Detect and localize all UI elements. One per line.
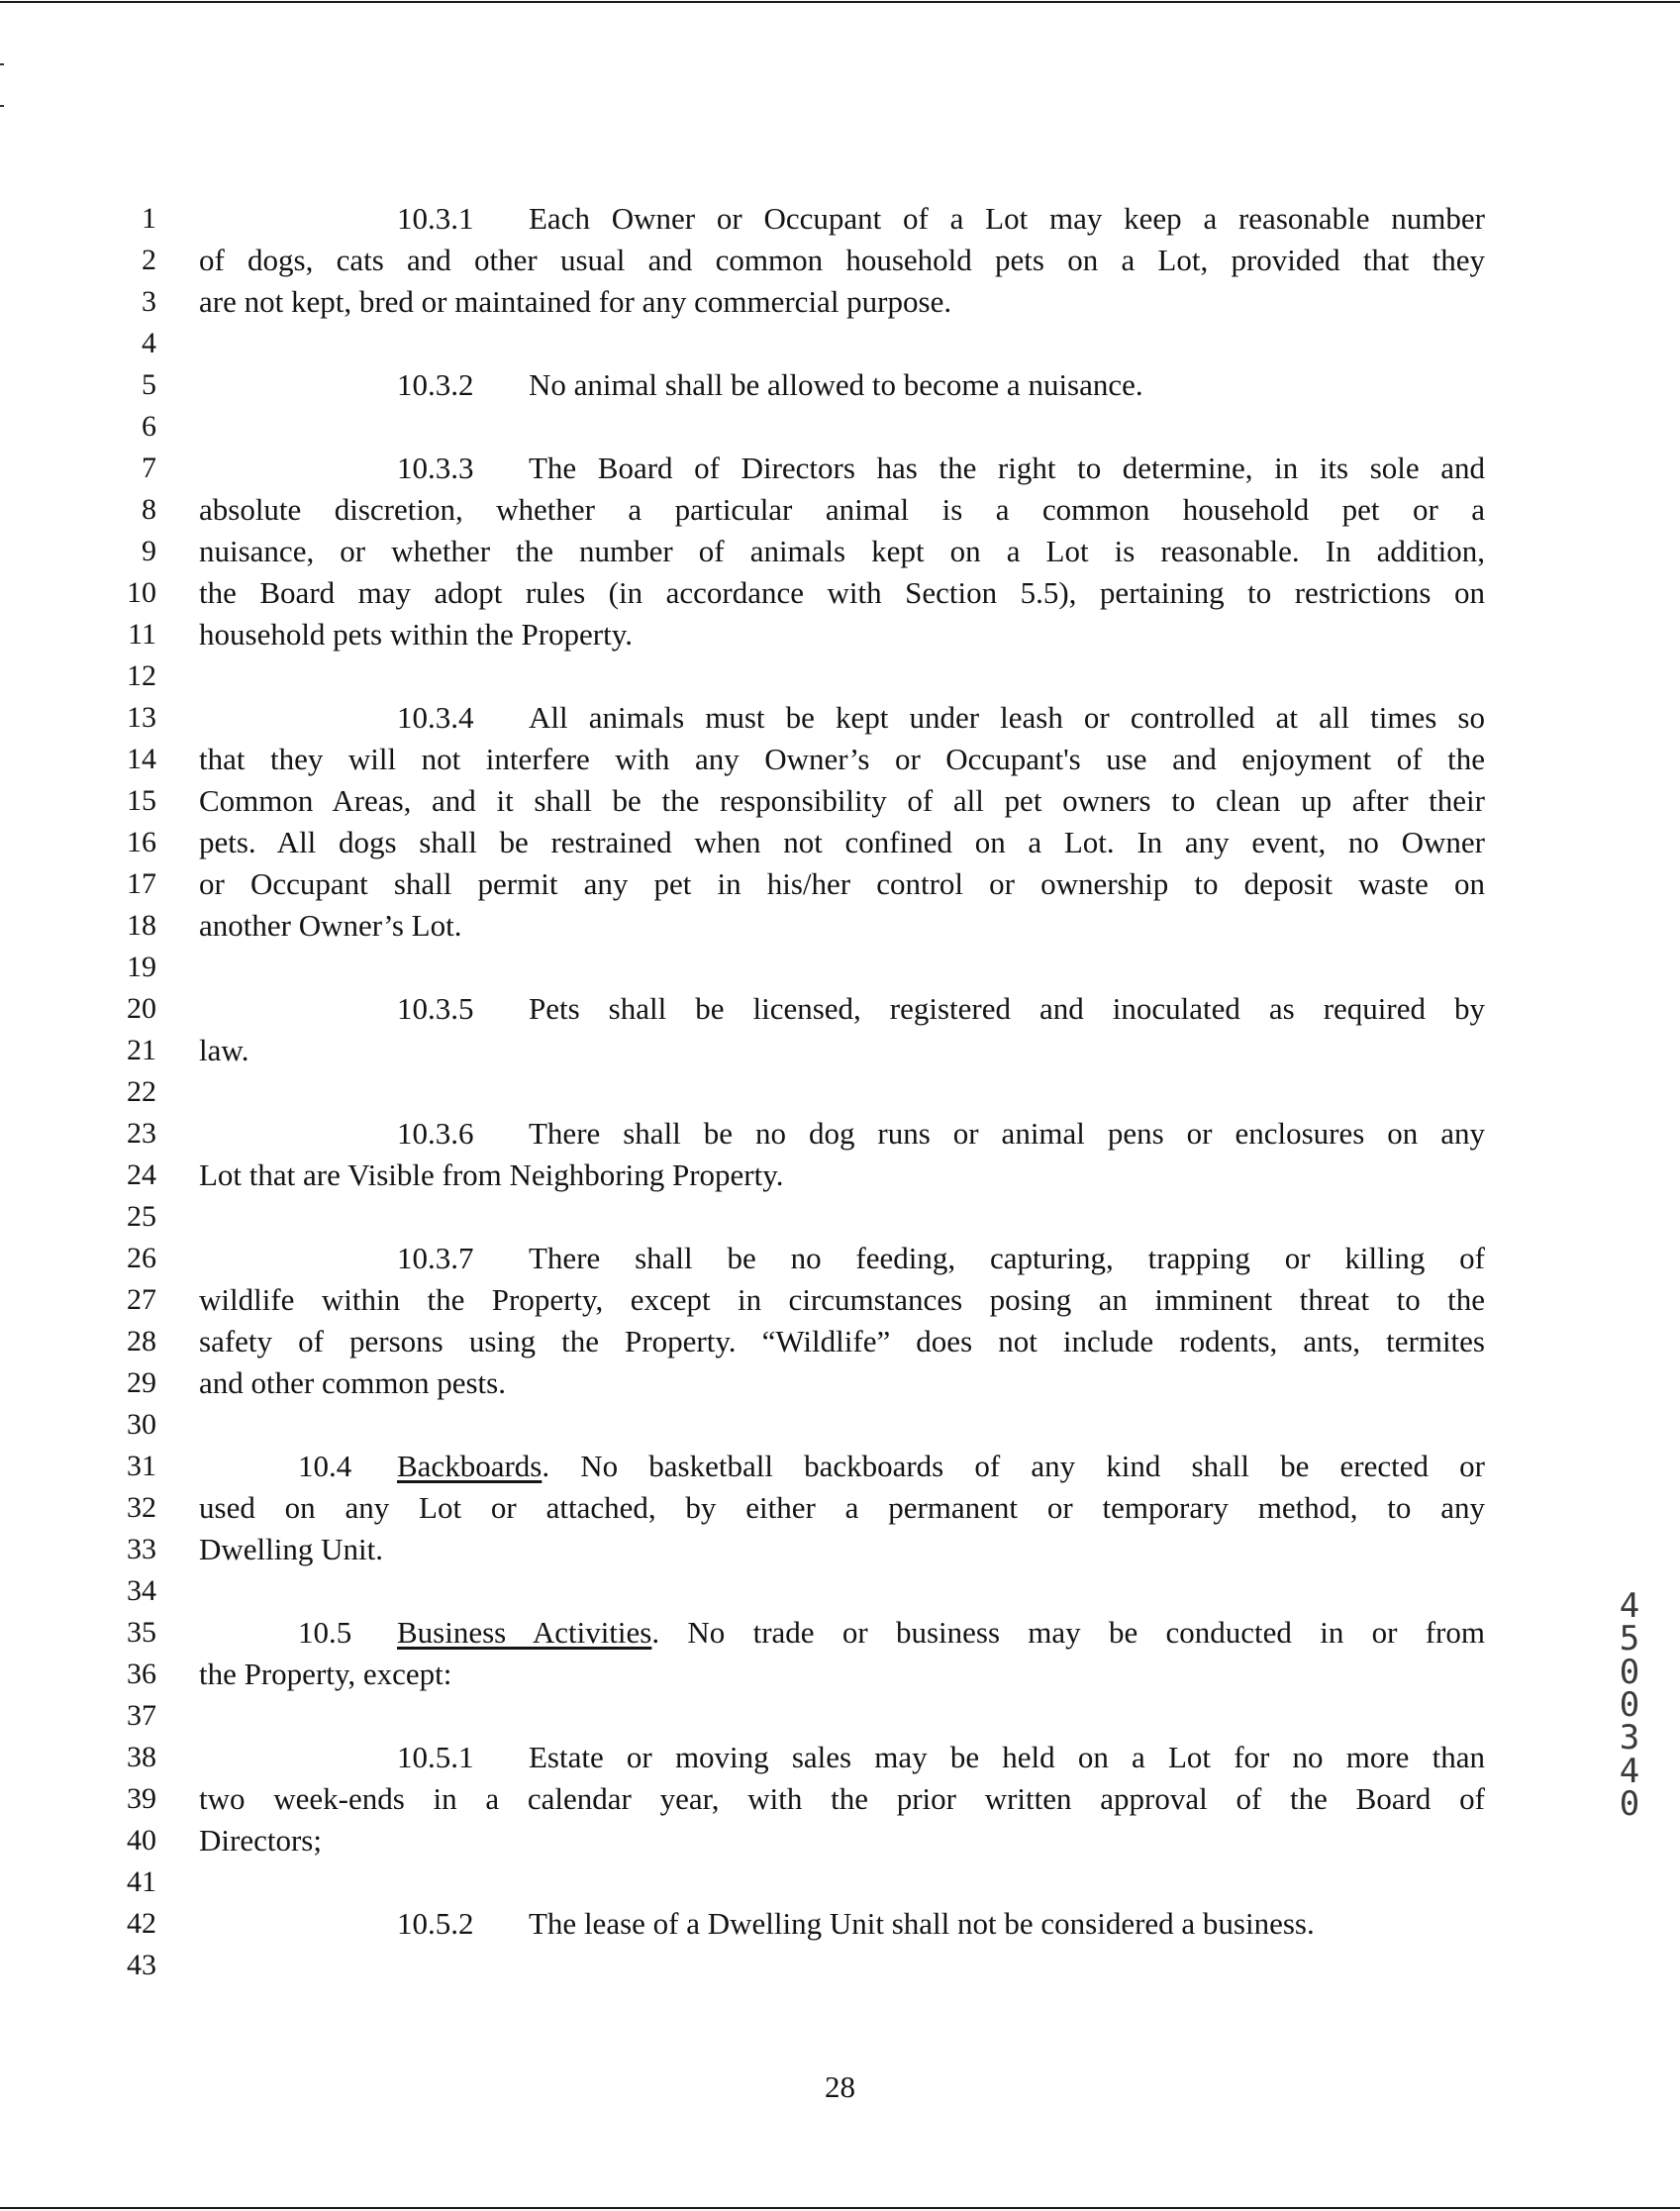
paragraph-10-5-1-line: Directors; — [199, 1823, 322, 1858]
blank-line — [199, 406, 1485, 448]
line-number: 31 — [127, 1450, 156, 1482]
section-number: 10.3.2 — [397, 367, 474, 402]
paragraph-10-4-line: Dwelling Unit. — [199, 1532, 383, 1566]
line-number: 13 — [127, 701, 156, 734]
paragraph-10-3-3-line: absolute discretion, whether a particular animal is a common household pet or a — [199, 492, 1485, 527]
paragraph-10-5-line: 10.5 Business Activities. No trade or business may be conducted in or from — [199, 1612, 1485, 1654]
line-number: 10 — [127, 576, 156, 609]
line-number: 22 — [127, 1075, 156, 1108]
paragraph-10-3-3-line: household pets within the Property. — [199, 617, 633, 652]
line-number: 8 — [142, 493, 156, 526]
paragraph-10-3-7-line: and other common pests. — [199, 1365, 506, 1400]
line-number: 16 — [127, 826, 156, 858]
line-number: 43 — [127, 1949, 156, 1981]
section-number: 10.5.1 — [397, 1740, 474, 1774]
line-number: 14 — [127, 743, 156, 775]
blank-line — [199, 1196, 1485, 1238]
line-number: 41 — [127, 1865, 156, 1898]
paragraph-10-3-6-line: 10.3.6 There shall be no dog runs or animal pens or enclosures on any — [199, 1113, 1485, 1155]
section-number: 10.5 — [298, 1615, 352, 1650]
line-number: 32 — [127, 1491, 156, 1524]
line-number: 3 — [142, 285, 156, 318]
left-edge-mark — [0, 105, 4, 107]
paragraph-10-3-1-line: 10.3.1 Each Owner or Occupant of a Lot may keep a reasonable number — [199, 198, 1485, 240]
blank-line — [199, 947, 1485, 988]
top-border-line — [0, 1, 1680, 3]
line-number: 1 — [142, 202, 156, 235]
paragraph-10-3-4-line: or Occupant shall permit any pet in his/her control or ownership to deposit waste on — [199, 866, 1485, 901]
paragraph-10-5-line: the Property, except: — [199, 1657, 452, 1691]
paragraph-10-3-3-line: nuisance, or whether the number of animals kept on a Lot is reasonable. In addition, — [199, 534, 1485, 568]
line-number: 25 — [127, 1200, 156, 1233]
line-number: 42 — [127, 1907, 156, 1940]
line-number: 26 — [127, 1242, 156, 1274]
line-number: 6 — [142, 410, 156, 443]
paragraph-10-3-4-line: another Owner’s Lot. — [199, 908, 462, 943]
line-number: 24 — [127, 1158, 156, 1191]
paragraph-10-3-7-line: 10.3.7 There shall be no feeding, capturing, trapping or killing of — [199, 1238, 1485, 1279]
paragraph-10-3-4-line: Common Areas, and it shall be the responsibility of all pet owners to clean up after their — [199, 783, 1485, 818]
section-number: 10.4 — [298, 1449, 352, 1483]
line-number: 5 — [142, 368, 156, 401]
line-number: 27 — [127, 1283, 156, 1316]
section-number: 10.5.2 — [397, 1906, 474, 1941]
paragraph-10-3-2-line: 10.3.2 No animal shall be allowed to become a nuisance. — [199, 364, 1485, 406]
line-number: 37 — [127, 1699, 156, 1732]
section-number: 10.3.6 — [397, 1116, 474, 1151]
paragraph-10-5-1-line: 10.5.1 Estate or moving sales may be held on a Lot for no more than — [199, 1737, 1485, 1778]
paragraph-10-3-5-line: 10.3.5 Pets shall be licensed, registered and inoculated as required by — [199, 988, 1485, 1030]
line-number: 39 — [127, 1782, 156, 1815]
line-number: 17 — [127, 867, 156, 900]
paragraph-10-5-2-line: 10.5.2 The lease of a Dwelling Unit shall not be considered a business. — [199, 1903, 1485, 1945]
line-number: 21 — [127, 1034, 156, 1066]
line-number: 33 — [127, 1533, 156, 1565]
document-body — [199, 198, 1485, 1945]
blank-line — [199, 1695, 1485, 1737]
section-number: 10.3.4 — [397, 700, 474, 735]
section-number: 10.3.3 — [397, 451, 474, 485]
line-number: 7 — [142, 452, 156, 484]
paragraph-10-4-line: used on any Lot or attached, by either a permanent or temporary method, to any — [199, 1490, 1485, 1525]
paragraph-10-3-7-line: wildlife within the Property, except in circumstances posing an imminent threat to the — [199, 1282, 1485, 1317]
line-number: 11 — [128, 618, 156, 651]
line-number: 15 — [127, 784, 156, 817]
blank-line — [199, 323, 1485, 364]
line-number: 12 — [127, 659, 156, 692]
line-number: 28 — [127, 1325, 156, 1357]
line-number: 18 — [127, 909, 156, 942]
line-number: 40 — [127, 1824, 156, 1857]
line-number: 35 — [127, 1616, 156, 1649]
bottom-border-line — [0, 2207, 1680, 2209]
paragraph-10-3-4-line: that they will not interfere with any Owner’s or Occupant's use and enjoyment of the — [199, 742, 1485, 776]
section-heading: Business Activities — [397, 1615, 652, 1650]
paragraph-10-3-3-line: the Board may adopt rules (in accordance with Section 5.5), pertaining to restrictions on — [199, 575, 1485, 610]
paragraph-10-5-1-line: two week-ends in a calendar year, with the prior written approval of the Board of — [199, 1781, 1485, 1816]
paragraph-10-3-5-line: law. — [199, 1033, 249, 1067]
section-heading: Backboards — [397, 1449, 543, 1483]
line-number: 4 — [142, 327, 156, 359]
paragraph-10-4-line: 10.4 Backboards. No basketball backboards of any kind shall be erected or — [199, 1446, 1485, 1487]
line-number: 23 — [127, 1117, 156, 1150]
paragraph-10-3-7-line: safety of persons using the Property. “Wildlife” does not include rodents, ants, termites — [199, 1324, 1485, 1358]
line-number: 36 — [127, 1658, 156, 1690]
paragraph-10-3-4-line: pets. All dogs shall be restrained when not confined on a Lot. In any event, no Owner — [199, 825, 1485, 859]
blank-line — [199, 1071, 1485, 1113]
paragraph-10-3-1-line: of dogs, cats and other usual and common household pets on a Lot, provided that they — [199, 243, 1485, 277]
blank-line — [199, 1861, 1485, 1903]
line-number: 34 — [127, 1574, 156, 1607]
section-number: 10.3.7 — [397, 1241, 474, 1275]
line-number: 30 — [127, 1408, 156, 1441]
line-number: 9 — [142, 535, 156, 567]
page-number: 28 — [825, 2069, 855, 2104]
line-number: 19 — [127, 951, 156, 983]
line-number: 29 — [127, 1366, 156, 1399]
section-number: 10.3.1 — [397, 201, 474, 236]
paragraph-10-3-1-line: are not kept, bred or maintained for any commercial purpose. — [199, 284, 952, 319]
line-number: 20 — [127, 992, 156, 1025]
blank-line — [199, 1570, 1485, 1612]
paragraph-10-3-3-line: 10.3.3 The Board of Directors has the right to determine, in its sole and — [199, 448, 1485, 489]
paragraph-10-3-4-line: 10.3.4 All animals must be kept under leash or controlled at all times so — [199, 697, 1485, 739]
left-edge-mark — [0, 63, 4, 65]
blank-line — [199, 655, 1485, 697]
recording-number-stamp: 4500340 — [1619, 1586, 1640, 1824]
paragraph-10-3-6-line: Lot that are Visible from Neighboring Property. — [199, 1157, 784, 1192]
blank-line — [199, 1404, 1485, 1446]
section-number: 10.3.5 — [397, 991, 474, 1026]
line-number: 38 — [127, 1741, 156, 1773]
line-number: 2 — [142, 244, 156, 276]
